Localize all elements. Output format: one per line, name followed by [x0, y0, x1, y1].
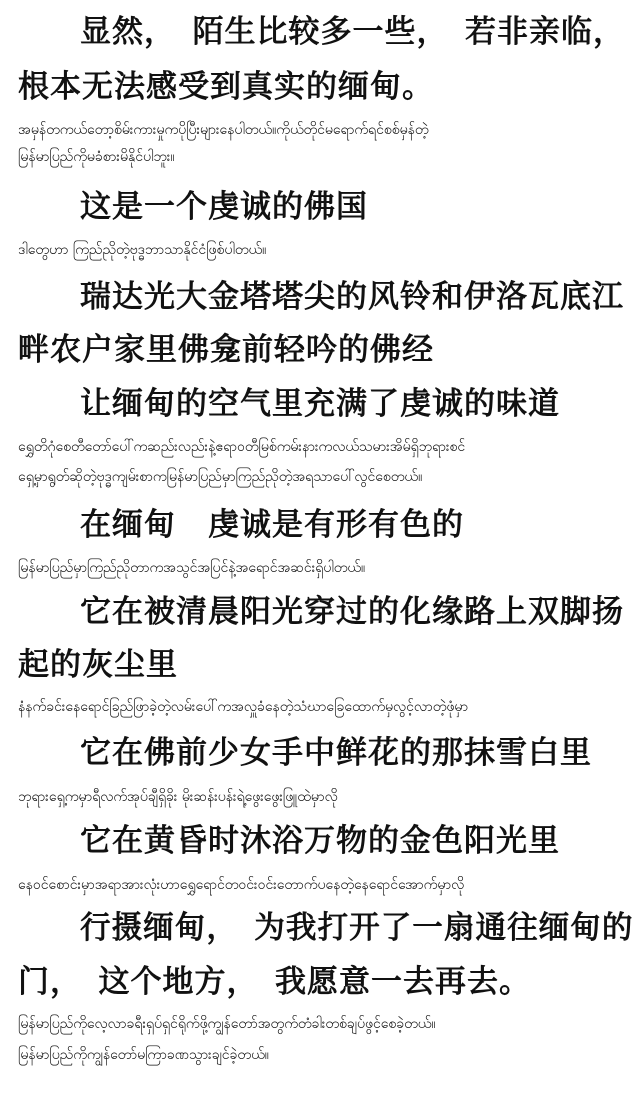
my-line-7: နံနက်ခင်းနေရောင်ခြည်ဖြာခဲ့တဲ့လမ်းပေါ်ကအလှူခံနေတဲ့သံဃာခြေထောက်မှလွင့်လာတဲ့ဖုံမှာ: [18, 699, 469, 715]
my-line-9: နေဝင်စောင်းမှာအရာအားလုံးဟာရွှေရောင်တဝင်းဝင်းတောက်ပနေတဲ့နေရောင်အောက်မှာလို: [18, 877, 465, 893]
zh-line-2: 根本无法感受到真实的缅甸。: [18, 69, 434, 105]
zh-line-5: 畔农户家里佛龛前轻吟的佛经: [18, 332, 434, 368]
zh-line-10: 它在佛前少女手中鲜花的那抹雪白里: [80, 735, 592, 771]
my-line-2: မြန်မာပြည်ကိုမခံစားမိနိုင်ပါဘူး။: [18, 149, 175, 165]
my-line-3: ဒါတွေဟာ ကြည်ညိုတဲ့ဗုဒ္ဓဘာသာနိုင်ငံဖြစ်ပါတယ်။: [18, 242, 267, 258]
zh-line-3: 这是一个虔诚的佛国: [80, 189, 368, 225]
my-line-10: မြန်မာပြည်ကိုလေ့လာခရီးရှပ်ရှင်ရိုက်ဖို့ကျွန်တော်အတွက်တံခါးတစ်ချပ်ဖွင့်စေခဲ့တယ်။: [18, 1016, 436, 1032]
my-line-5: ရှေ့မှာရွတ်ဆိုတဲ့ဗုဒ္ဓကျမ်းစာကမြန်မာပြည်မှာကြည်ညိုတဲ့အရသာပေါ်လွင်စေတယ်။: [18, 469, 423, 485]
zh-line-6: 让缅甸的空气里充满了虔诚的味道: [80, 386, 560, 422]
my-line-4: ရွှေတိဂုံစေတီတော်ပေါ်ကဆည်းလည်းနဲ့ဧရာဝတီမြစ်ကမ်းနားကလယ်သမားအိမ်ရှိဘုရားစင်: [18, 439, 466, 455]
zh-line-9: 起的灰尘里: [18, 647, 178, 683]
zh-line-13: 门， 这个地方， 我愿意一去再去。: [18, 964, 531, 1000]
zh-line-12: 行摄缅甸， 为我打开了一扇通往缅甸的: [80, 910, 634, 946]
my-line-6: မြန်မာပြည်မှာကြည်ညိုတာကအသွင်အပြင်နဲ့အရောင်အဆင်းရှိပါတယ်။: [18, 560, 366, 576]
zh-line-4: 瑞达光大金塔塔尖的风铃和伊洛瓦底江: [80, 279, 624, 315]
zh-line-8: 它在被清晨阳光穿过的化缘路上双脚扬: [80, 594, 624, 630]
zh-line-11: 它在黄昏时沐浴万物的金色阳光里: [80, 823, 560, 859]
zh-line-7: 在缅甸 虔诚是有形有色的: [80, 507, 464, 543]
my-line-1: အမှန်တကယ်တော့စိမ်းကားမှုကပိုပြီးများနေပါတယ်။ကိုယ်တိုင်မရောက်ရင်စစ်မှန်တဲ့: [18, 122, 429, 138]
zh-line-1: 显然， 陌生比较多一些， 若非亲临，: [80, 14, 625, 50]
my-line-11: မြန်မာပြည်ကိုကျွန်တော်မကြာခဏသွားချင်ခဲ့တယ်။: [18, 1047, 269, 1063]
my-line-8: ဘုရားရှေ့ကမှာရီလက်အုပ်ချီရှိခိုး မိုးဆန်းပန်းရဲ့ဖွေးဖွေးဖြူထဲမှာလို: [18, 789, 338, 805]
